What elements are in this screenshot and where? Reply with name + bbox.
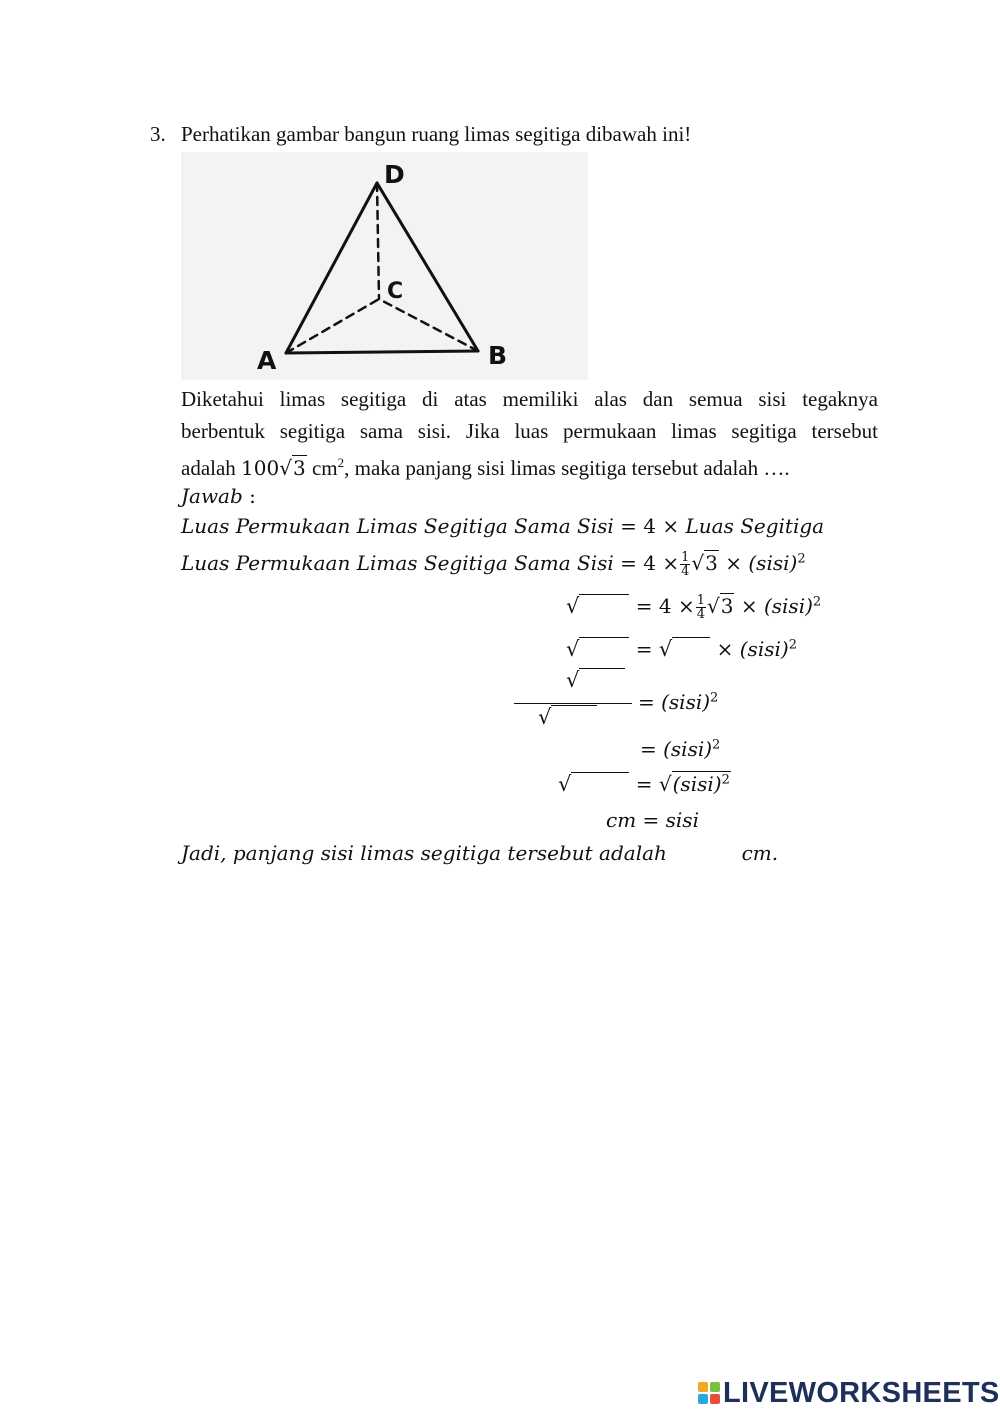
problem-line-1: Diketahui limas segitiga di atas memiliki alas dan semua sisi tegaknya <box>181 387 878 411</box>
logo-icon <box>698 1382 720 1404</box>
problem-line-3: adalah 100√3 $cm^2$, maka panjang sisi limas segitiga tersebut adalah …. <box>181 455 790 480</box>
formula-line-4: √ = √ × (sisi)$^2$ <box>566 637 797 661</box>
answer-blank-5[interactable] <box>551 705 597 706</box>
vertex-label-c: C <box>387 279 404 304</box>
answer-blank-4[interactable] <box>579 668 625 669</box>
edge-ab <box>286 351 478 353</box>
formula-line-7: √ = √(sisi)$^2$ <box>558 772 730 796</box>
fraction-numerator: √ <box>566 668 625 692</box>
formula-line-5-rhs: = (sisi)$^2$ <box>638 690 719 714</box>
edge-cd <box>377 183 379 299</box>
formula-line-2: Luas Permukaan Limas Segitiga Sama Sisi = 4 × $\frac{1}{4}$ √3 × (sisi)$^2$ <box>181 550 806 579</box>
edge-ad <box>286 183 377 353</box>
vertex-label-a: A <box>257 346 277 375</box>
formula-line-1: Luas Permukaan Limas Segitiga Sama Sisi = 4 × Luas Segitiga <box>181 514 825 538</box>
pyramid-diagram <box>181 152 588 380</box>
question-number: 3. <box>150 122 166 146</box>
vertex-label-b: B <box>488 341 508 370</box>
answer-blank-3[interactable] <box>672 637 710 638</box>
problem-line-2: berbentuk segitiga sama sisi. Jika luas permukaan limas segitiga tersebut <box>181 419 878 443</box>
answer-blank-6[interactable] <box>571 772 629 773</box>
problem-text <box>181 383 878 484</box>
liveworksheets-logo <box>698 1376 1000 1410</box>
conclusion: Jadi, panjang sisi limas segitiga tersebut adalah cm. <box>181 841 779 865</box>
fraction-denominator: √ <box>538 705 597 729</box>
answer-blank-2[interactable] <box>579 637 629 638</box>
fraction-bar <box>514 703 632 704</box>
answer-heading: Jawab : <box>181 484 256 508</box>
formula-line-6: = (sisi)$^2$ <box>640 737 721 761</box>
answer-blank-1[interactable] <box>579 594 629 595</box>
formula-line-8: cm = sisi <box>606 808 699 832</box>
formula-line-3: √ = 4 × $\frac{1}{4}$ √3 × (sisi)$^2$ <box>566 593 822 622</box>
vertex-label-d: D <box>384 160 405 189</box>
logo-text: LIVEWORKSHEETS <box>723 1376 1000 1409</box>
pyramid-figure <box>181 152 588 380</box>
question-title: Perhatikan gambar bangun ruang limas segitiga dibawah ini! <box>181 122 692 146</box>
